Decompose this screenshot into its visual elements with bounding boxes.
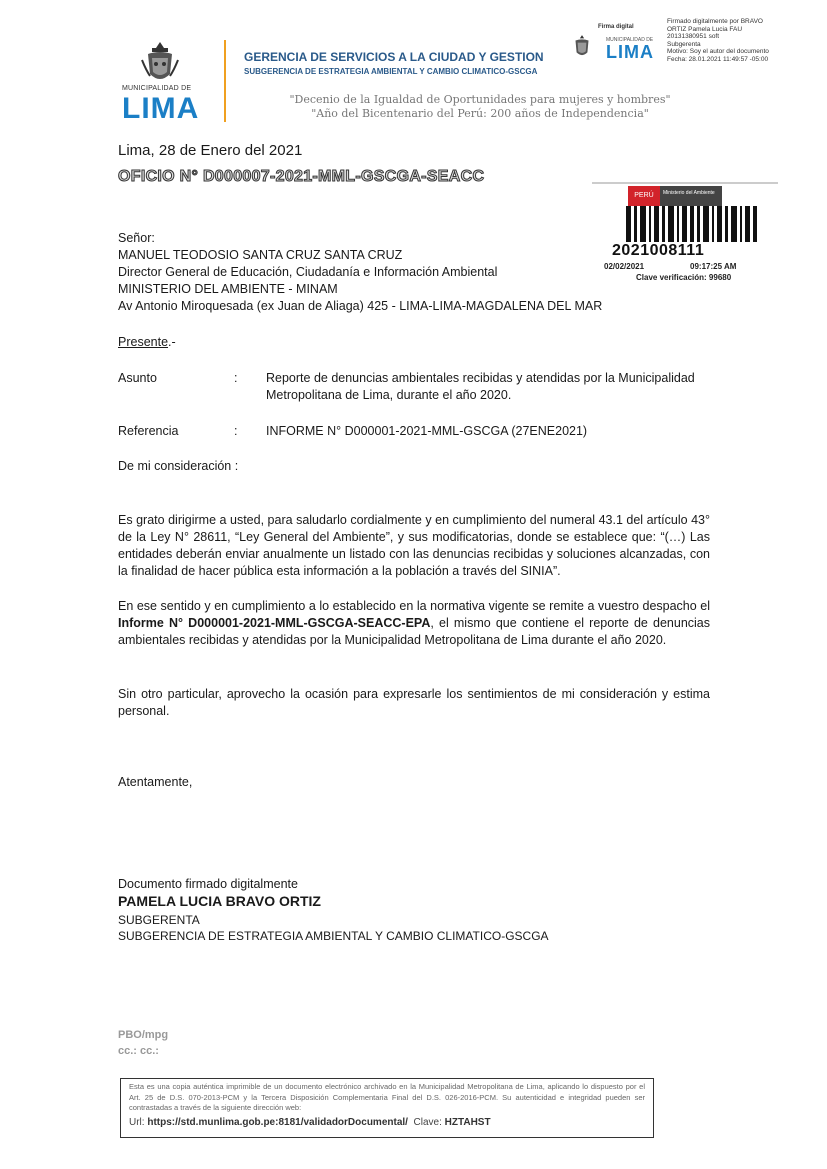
subgerencia-title: SUBGERENCIA DE ESTRATEGIA AMBIENTAL Y CAMBIO CLIMATICO-GSCGA (244, 67, 538, 76)
stamp-date: 02/02/2021 (604, 262, 645, 271)
asunto-value (266, 370, 716, 404)
referencia-label: Referencia (118, 424, 179, 438)
signature-muni-label: MUNICIPALIDAD DE (606, 37, 654, 43)
firma-digital-label: Firma digital (598, 24, 634, 30)
recipient-block (118, 230, 602, 315)
initials: PBO/mpg (118, 1029, 169, 1041)
barcode-icon (624, 206, 762, 242)
referencia-value: INFORME N° D000001-2021-MML-GSCGA (27ENE2021) (266, 424, 588, 438)
validation-url-line (129, 1117, 645, 1128)
signature-line: ORTIZ Pamela Lucia FAU (667, 25, 743, 33)
informe-reference: Informe N° D000001-2021-MML-GSCGA-SEACC-EPA (118, 616, 431, 630)
recipient-address: Av Antonio Miroquesada (ex Juan de Aliaga) 425 - LIMA-LIMA-MAGDALENA DEL MAR (118, 299, 603, 313)
stamp-top-bar (592, 182, 778, 184)
reception-stamp (592, 182, 778, 286)
cc-line: cc.: cc.: (118, 1045, 159, 1057)
signature-line: Subgerenta (667, 40, 701, 48)
closing: Atentamente, (118, 775, 193, 789)
signature-line: 20131380951 soft (667, 33, 720, 41)
authenticity-notice: Esta es una copia auténtica imprimible de un documento electrónico archivado en la Municipalidad Metropolitana de Lima, aplicando lo dispuesto por el Art. 25 de D.S. 070-2013-PCM y la Tercera Disposición Complementaria Final del D.S. 026-2016-PCM. Su autenticidad e integridad pueden ser contrastadas a través de la siguiente dirección web: (129, 1082, 645, 1112)
signed-digitally-note: Documento firmado digitalmente (118, 877, 298, 891)
oficio-number: OFICIO N° D000007-2021-MML-GSCGA-SEACC (118, 168, 485, 185)
recipient-salutation: Señor: (118, 231, 155, 245)
signature-crest-icon (571, 34, 593, 60)
paragraph-1: Es grato dirigirme a usted, para saludarlo cordialmente y en cumplimiento del numeral 43.1 del artículo 43° de la Ley N° 28611, “Ley General del Ambiente”, y sus modificatorias, donde se establece que: “(…) Las entidades deberán enviar anualmente un listado con las denuncias recibidas y soluciones alcanzadas, con la finalidad de hacer pública esta información a la población a través del SINIA”. (118, 513, 710, 578)
gerencia-title: GERENCIA DE SERVICIOS A LA CIUDAD Y GESTION (244, 50, 544, 64)
decenio-motto: "Decenio de la Igualdad de Oportunidades para mujeres y hombres" (289, 93, 671, 106)
stamp-verification-key: Clave verificación: 99680 (636, 273, 732, 282)
asunto-line: Reporte de denuncias ambientales recibidas y atendidas por la Municipalidad (266, 371, 695, 385)
signature-line: Firmado digitalmente por BRAVO (667, 18, 763, 25)
stamp-registry-number: 2021008111 (612, 242, 705, 259)
clave-value: HZTAHST (444, 1116, 491, 1128)
authenticity-notice-box (120, 1078, 654, 1138)
signature-lima-label: LIMA (606, 42, 654, 62)
signer-name: PAMELA LUCIA BRAVO ORTIZ (118, 893, 321, 909)
url-label: Url: (129, 1116, 145, 1128)
signature-details (667, 18, 807, 64)
presente-line (118, 334, 176, 351)
stamp-time: 09:17:25 AM (690, 262, 737, 271)
clave-label: Clave: (413, 1116, 442, 1128)
signer-unit: SUBGERENCIA DE ESTRATEGIA AMBIENTAL Y CAMBIO CLIMATICO-GSCGA (118, 929, 549, 943)
consideracion-line: De mi consideración : (118, 459, 239, 473)
validation-url-link[interactable]: https://std.munlima.gob.pe:8181/validadorDocumental/ (147, 1116, 408, 1128)
presente-suffix: .- (168, 335, 176, 349)
asunto-label: Asunto (118, 371, 157, 385)
signature-line: Fecha: 28.01.2021 11:49:57 -05:00 (667, 55, 769, 63)
signer-title: SUBGERENTA (118, 913, 200, 927)
stamp-ministerio-label: Ministerio del Ambiente (660, 186, 722, 206)
presente-label: Presente (118, 335, 169, 349)
paragraph-2 (118, 598, 710, 649)
anio-motto: "Año del Bicentenario del Perú: 200 años de Independencia" (311, 107, 649, 120)
paragraph-2-intro: En ese sentido y en cumplimiento a lo establecido en la normativa vigente se remite a vuestro despacho el (118, 599, 710, 613)
signature-line: Motivo: Soy el autor del documento (667, 48, 769, 56)
recipient-position: Director General de Educación, Ciudadanía e Información Ambiental (118, 265, 498, 279)
recipient-name: MANUEL TEODOSIO SANTA CRUZ SANTA CRUZ (118, 248, 403, 262)
letter-date: Lima, 28 de Enero del 2021 (118, 142, 303, 159)
paragraph-3: Sin otro particular, aprovecho la ocasión para expresarle los sentimientos de mi consideración y estima personal. (118, 687, 710, 718)
stamp-peru-label: PERÚ (628, 186, 660, 206)
recipient-institution: MINISTERIO DEL AMBIENTE - MINAM (118, 282, 338, 296)
paragraph-2-rest: , el mismo que contiene el reporte de denuncias ambientales recibidas y atendidas por la Municipalidad Metropolitana de Lima durante el año 2020. (118, 616, 710, 647)
lima-coat-of-arms-icon (140, 40, 180, 88)
header-divider (224, 40, 226, 122)
logo-lima-label: LIMA (122, 92, 200, 125)
logo-municipalidad-label: MUNICIPALIDAD DE (122, 85, 192, 92)
asunto-line: Metropolitana de Lima, durante el año 2020. (266, 388, 512, 402)
asunto-colon: : (234, 371, 238, 385)
referencia-colon: : (234, 424, 238, 438)
